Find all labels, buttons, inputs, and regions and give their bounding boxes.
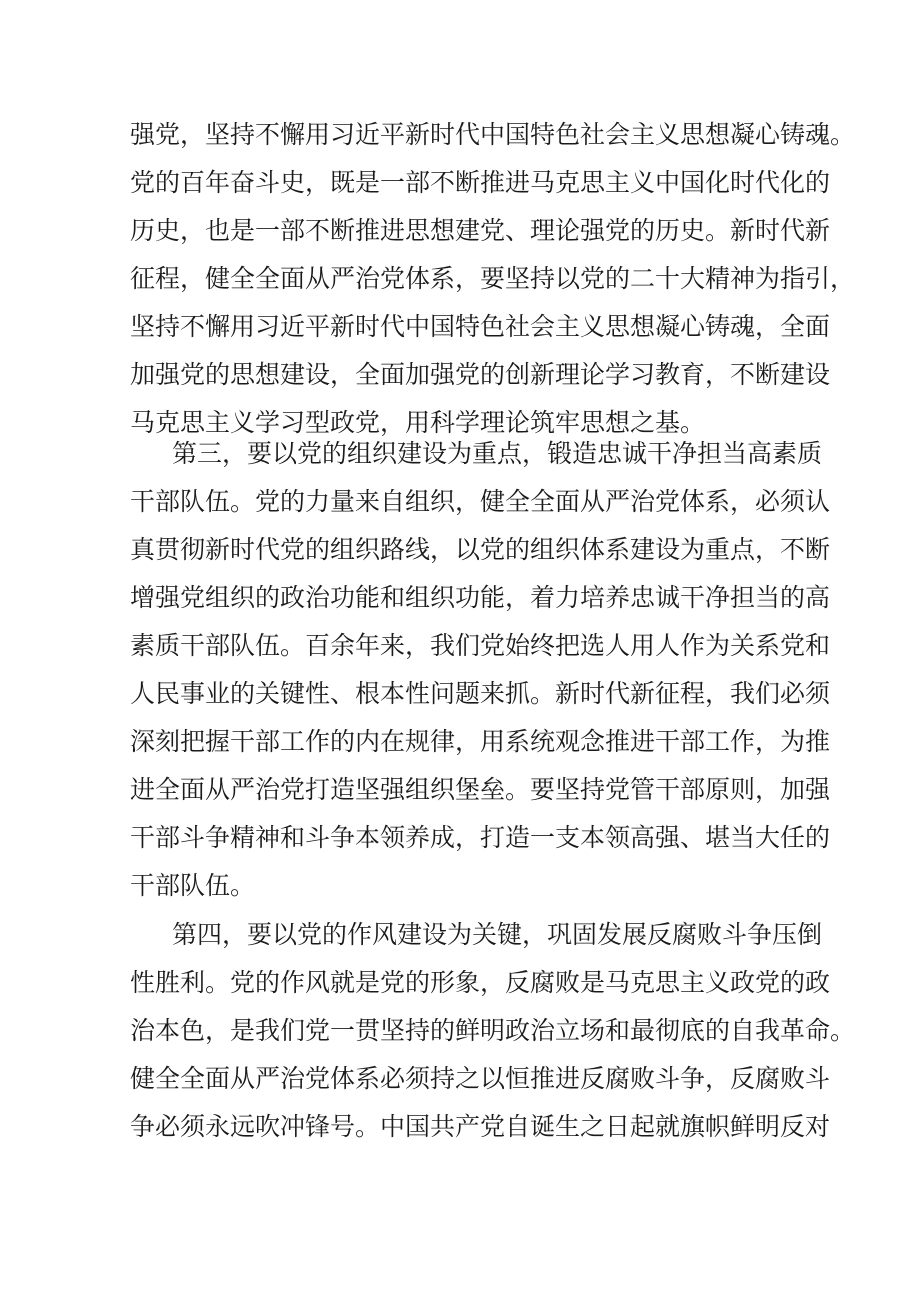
text-line: 征程，健全全面从严治党体系，要坚持以党的二十大精神为指引， <box>130 264 856 293</box>
text-line: 党的百年奋斗史，既是一部不断推进马克思主义中国化时代化的 <box>130 168 831 197</box>
text-line: 马克思主义学习型政党，用科学理论筑牢思想之基。 <box>130 408 706 437</box>
text-line: 干部斗争精神和斗争本领养成，打造一支本领高强、堪当大任的 <box>130 823 831 852</box>
text-line: 干部队伍。 <box>130 871 256 900</box>
text-line: 坚持不懈用习近平新时代中国特色社会主义思想凝心铸魂，全面 <box>130 312 831 341</box>
text-line: 加强党的思想建设，全面加强党的创新理论学习教育，不断建设 <box>130 360 831 389</box>
text-line: 人民事业的关键性、根本性问题来抓。新时代新征程，我们必须 <box>130 679 831 708</box>
text-line: 强党，坚持不懈用习近平新时代中国特色社会主义思想凝心铸魂。 <box>130 120 856 149</box>
text-line: 进全面从严治党打造坚强组织堡垒。要坚持党管干部原则，加强 <box>130 775 831 804</box>
text-line: 历史，也是一部不断推进思想建党、理论强党的历史。新时代新 <box>130 216 831 245</box>
text-line: 争必须永远吹冲锋号。中国共产党自诞生之日起就旗帜鲜明反对 <box>130 1112 831 1141</box>
text-line: 干部队伍。党的力量来自组织，健全全面从严治党体系，必须认 <box>130 487 831 516</box>
text-line: 健全全面从严治党体系必须持之以恒推进反腐败斗争，反腐败斗 <box>130 1064 831 1093</box>
text-line: 增强党组织的政治功能和组织功能，着力培养忠诚干净担当的高 <box>130 583 831 612</box>
text-line: 真贯彻新时代党的组织路线，以党的组织体系建设为重点，不断 <box>130 535 831 564</box>
text-line: 深刻把握干部工作的内在规律，用系统观念推进干部工作，为推 <box>130 727 831 756</box>
text-line: 性胜利。党的作风就是党的形象，反腐败是马克思主义政党的政 <box>130 968 831 997</box>
text-line: 素质干部队伍。百余年来，我们党始终把选人用人作为关系党和 <box>130 631 831 660</box>
text-line: 第四，要以党的作风建设为关键，巩固发展反腐败斗争压倒 <box>172 920 823 949</box>
text-line: 第三，要以党的组织建设为重点，锻造忠诚干净担当高素质 <box>172 439 823 468</box>
text-line: 治本色，是我们党一贯坚持的鲜明政治立场和最彻底的自我革命。 <box>130 1016 856 1045</box>
